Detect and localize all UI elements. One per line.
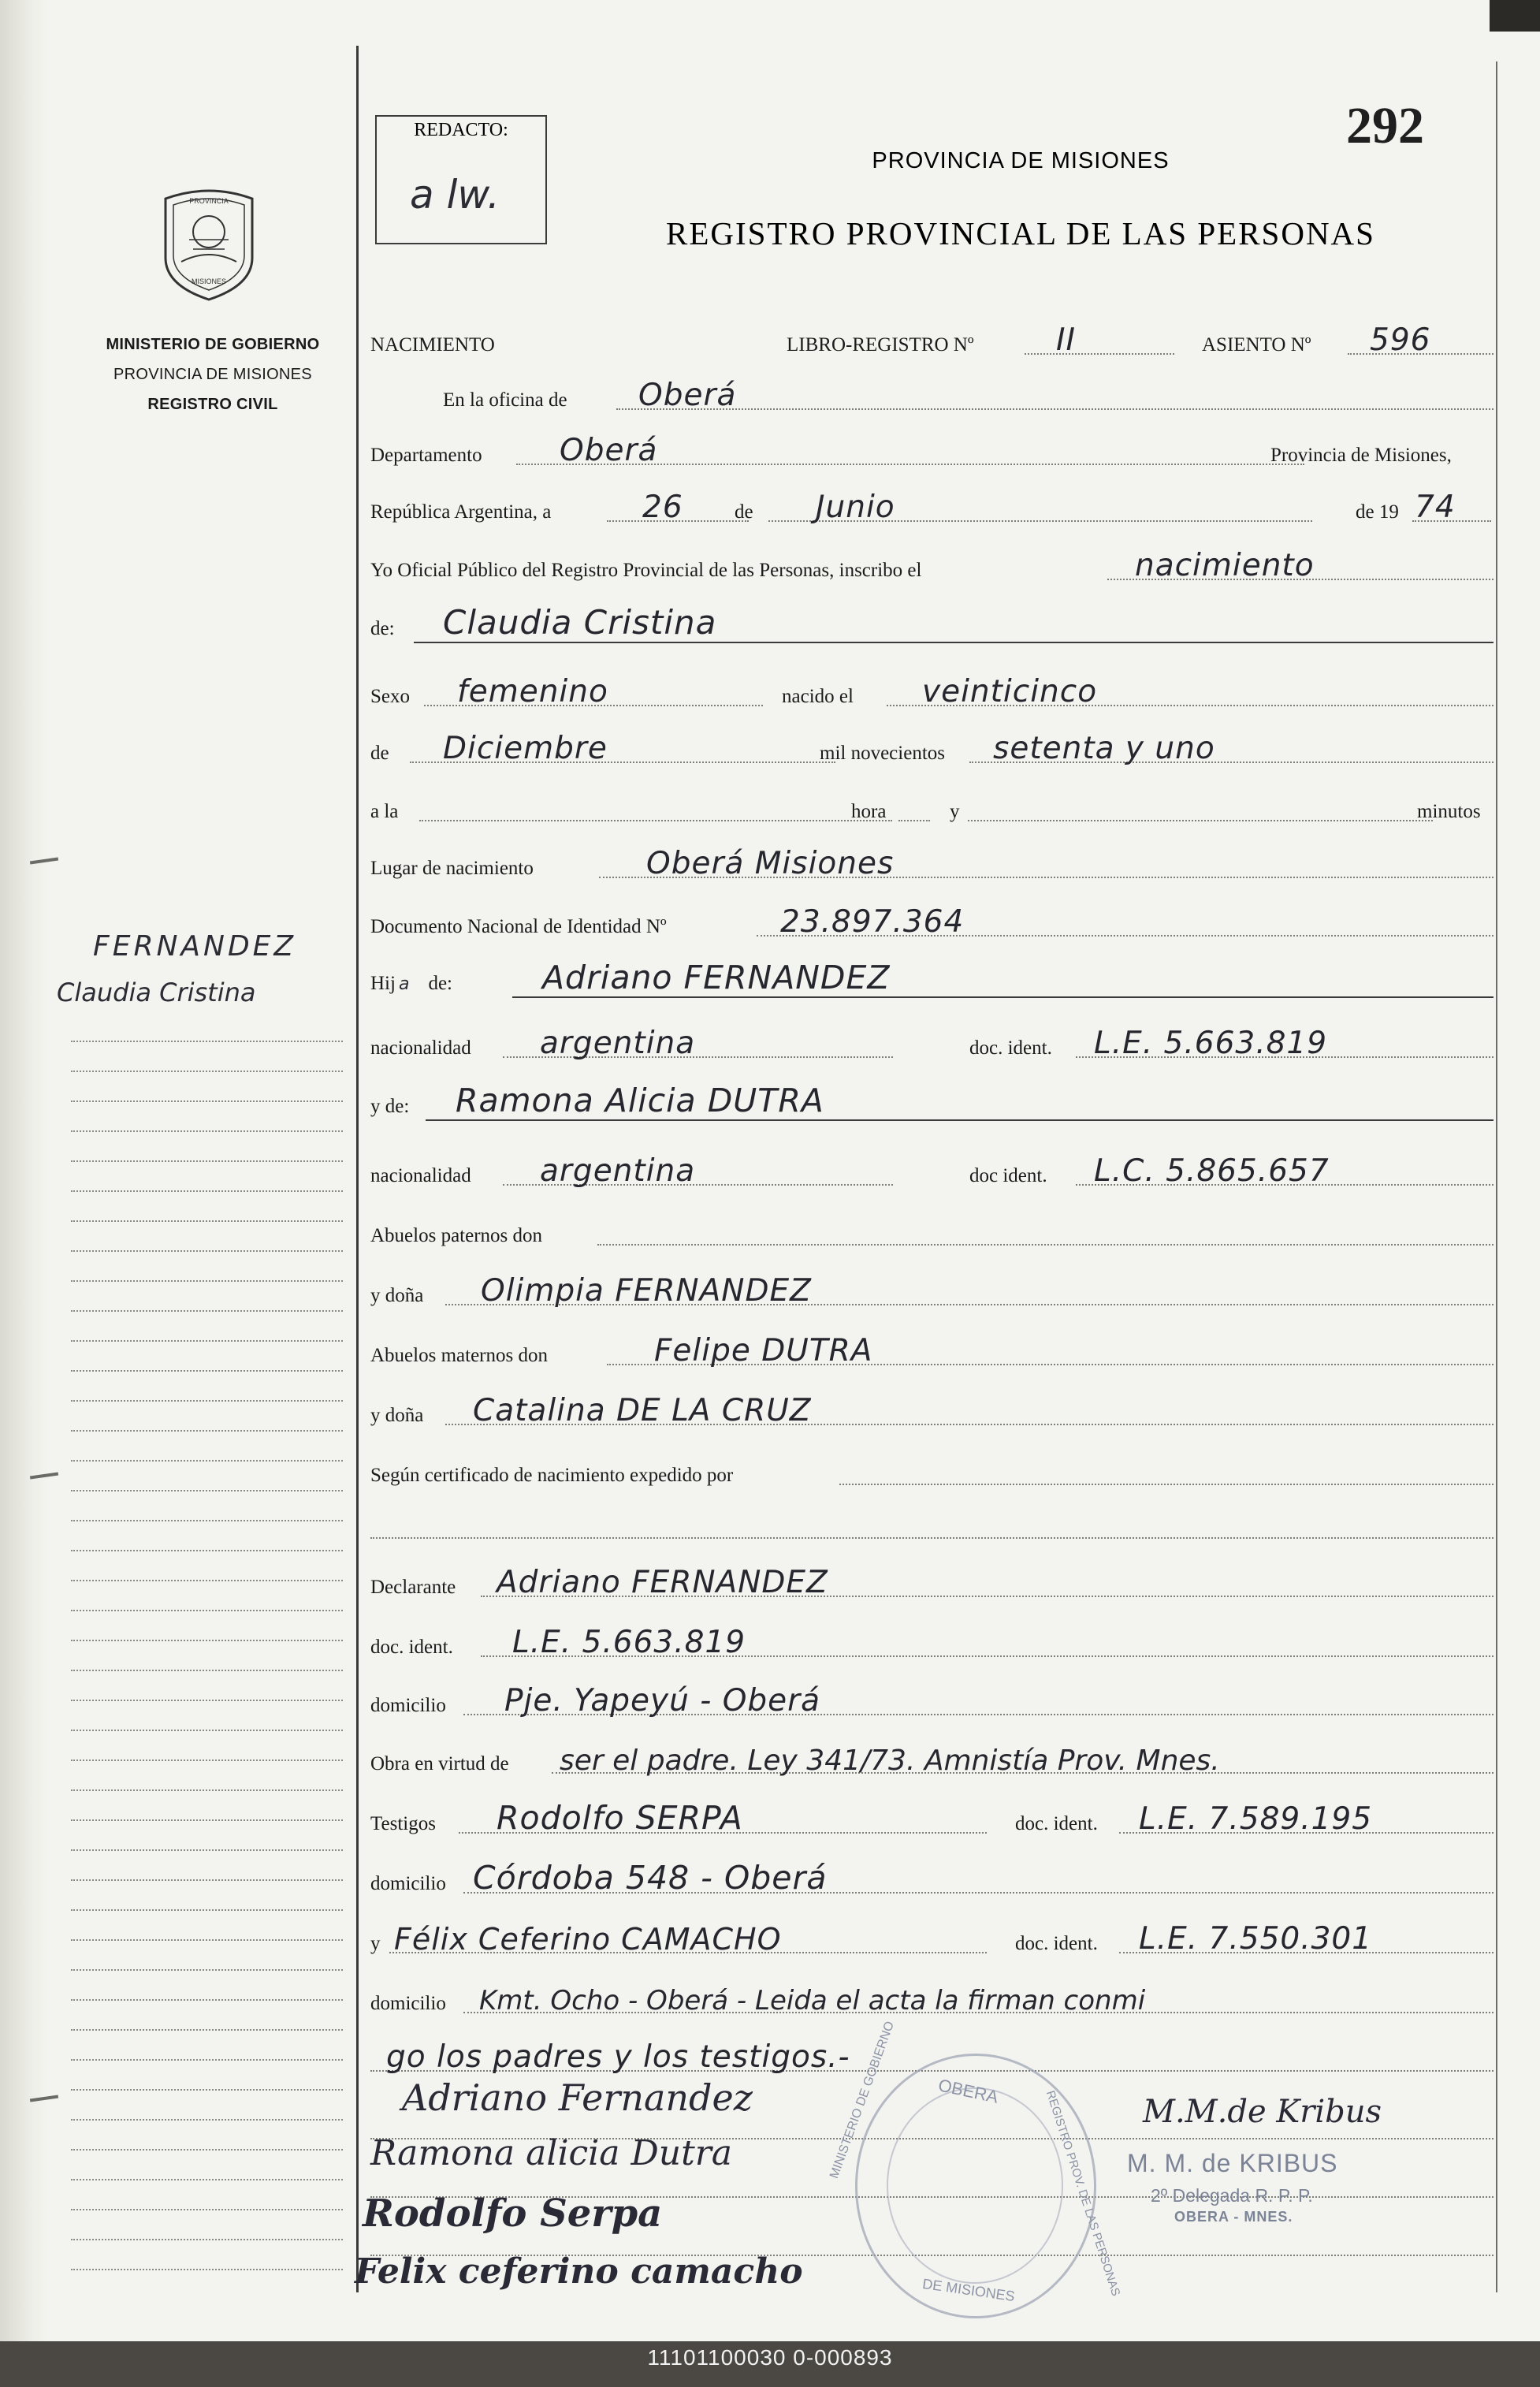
testigo2-value: Félix Ceferino CAMACHO (394, 1922, 782, 1957)
oficina-value: Oberá (638, 378, 737, 413)
birth-month-value: Diciembre (443, 731, 608, 766)
doc3-label: doc. ident. (370, 1637, 453, 1658)
row-hora (370, 782, 1494, 829)
oficina-label: En la oficina de (443, 389, 567, 411)
margin-line (71, 1520, 343, 1521)
margin-line (71, 1250, 343, 1252)
row-dni (370, 897, 1494, 944)
row-fecha (370, 482, 1494, 530)
doc5-label: doc. ident. (1015, 1933, 1098, 1954)
doc4-label: doc. ident. (1015, 1813, 1098, 1834)
official-place: OBERA - MNES. (1174, 2209, 1293, 2225)
father-value: Adriano FERNANDEZ (542, 959, 891, 996)
dotted-line (370, 1537, 1494, 1539)
folio-number: 292 (1346, 97, 1424, 155)
sexo-value: femenino (457, 674, 608, 709)
row-declarante (370, 1558, 1494, 1605)
ydona2-label: y doña (370, 1405, 424, 1426)
y-label: y (950, 801, 960, 822)
margin-line (71, 1130, 343, 1132)
name-value: Claudia Cristina (443, 603, 717, 642)
margin-line (71, 2029, 343, 2031)
margin-line (71, 1819, 343, 1821)
sexo-label: Sexo (370, 686, 410, 707)
y2-label: y (370, 1933, 381, 1954)
margin-line (71, 1490, 343, 1491)
obra-value: ser el padre. Ley 341/73. Amnistía Prov. Mnes. (560, 1745, 1220, 1777)
ministry-block (71, 330, 355, 419)
doc2-value: L.C. 5.865.657 (1094, 1153, 1330, 1189)
stamp-text-2: MINISTERIO DE GOBIERNO (828, 2020, 898, 2180)
official-name: M. M. de KRIBUS (1127, 2149, 1338, 2177)
dotted-line (839, 1484, 1494, 1485)
margin-line (71, 1640, 343, 1641)
cert-label: Según certificado de nacimiento expedido por (370, 1465, 734, 1486)
margin-line (71, 1310, 343, 1312)
margin-line (71, 1041, 343, 1042)
row-lugar (370, 839, 1494, 886)
row-domicilio-testigo-2 (370, 1974, 1494, 2021)
row-oficina (370, 371, 1494, 418)
right-margin-rule (1496, 61, 1497, 2292)
margin-line (71, 1700, 343, 1701)
row-padre (370, 954, 1494, 1001)
signature-official: M.M.de Kribus (1143, 2094, 1382, 2130)
dom2-value: Córdoba 548 - Oberá (473, 1859, 828, 1897)
closing-value: go los padres y los testigos.- (386, 2039, 850, 2075)
signature-witness-1: Rodolfo Serpa (363, 2191, 663, 2236)
yde-label: y de: (370, 1096, 410, 1117)
margin-line (71, 1160, 343, 1162)
doc3-value: L.E. 5.663.819 (512, 1625, 746, 1660)
margin-line (71, 1909, 343, 1911)
row-certificado-cont (370, 1499, 1494, 1547)
hora-label: hora (851, 801, 887, 822)
redacto-label: REDACTO: (414, 120, 508, 140)
nac2-label: nacionalidad (370, 1165, 471, 1186)
official-title: 2º Delegada R. P. P. (1151, 2185, 1313, 2206)
margin-line (71, 2059, 343, 2061)
margin-line (71, 2149, 343, 2151)
doc2-label: doc ident. (969, 1165, 1047, 1186)
row-domicilio-testigo-1 (370, 1854, 1494, 1901)
registry-heading: REGISTRO PROVINCIAL DE LAS PERSONAS (666, 215, 1375, 251)
row-birth-date (370, 724, 1494, 771)
nacimiento-label: NACIMIENTO (370, 334, 495, 356)
year-value: 74 (1415, 490, 1456, 525)
row-testigo-1 (370, 1794, 1494, 1841)
row-abuela-materna (370, 1386, 1494, 1433)
dom1-label: domicilio (370, 1695, 446, 1716)
dni-label: Documento Nacional de Identidad Nº (370, 916, 667, 937)
margin-line (71, 1580, 343, 1581)
margin-line (71, 1550, 343, 1551)
row-abuela-paterna (370, 1266, 1494, 1313)
binding-edge (0, 0, 47, 2341)
hijo-label-a: Hij a de: (370, 973, 452, 994)
row-madre (370, 1077, 1494, 1124)
row-sexo (370, 667, 1494, 714)
ministry-line-3: REGISTRO CIVIL (147, 396, 278, 413)
margin-line (71, 1969, 343, 1971)
margin-line (71, 2119, 343, 2121)
stamp-text-4: DE MISIONES (921, 2275, 1016, 2305)
margin-line (71, 2209, 343, 2210)
margin-surname: FERNANDEZ (93, 930, 297, 963)
margin-line (71, 1879, 343, 1881)
dotted-line (968, 820, 1433, 821)
dom3-value: Kmt. Ocho - Oberá - Leida el acta la firman conmi (479, 1985, 1146, 2016)
abp-label: Abuelos paternos don (370, 1225, 543, 1246)
margin-line (71, 1849, 343, 1851)
margin-given-name: Claudia Cristina (57, 978, 256, 1007)
margin-line (71, 1340, 343, 1342)
margin-line (71, 1100, 343, 1102)
republica-label: República Argentina, a (370, 501, 552, 523)
lugar-label: Lugar de nacimiento (370, 858, 534, 879)
margin-line (71, 1071, 343, 1072)
margin-line (71, 1190, 343, 1192)
ministry-line-1: MINISTERIO DE GOBIERNO (106, 336, 320, 353)
doc4-value: L.E. 7.589.195 (1139, 1801, 1373, 1837)
asiento-value: 596 (1370, 322, 1431, 358)
seal-bottom-text: MISIONES (191, 277, 227, 285)
stamp-text-1: OBERA (936, 2075, 1000, 2107)
ydona2-value: Catalina DE LA CRUZ (473, 1393, 812, 1428)
minutos-label: minutos (1417, 801, 1481, 822)
libro-value: II (1056, 322, 1077, 358)
ydona1-label: y doña (370, 1285, 424, 1306)
month-value: Junio (816, 490, 895, 525)
abm-value: Felipe DUTRA (654, 1333, 873, 1369)
margin-line (71, 1670, 343, 1671)
signature-witness-2: Felix ceferino camacho (355, 2251, 803, 2292)
province-heading: PROVINCIA DE MISIONES (872, 148, 1170, 173)
margin-line (71, 1760, 343, 1761)
declarante-label: Declarante (370, 1577, 456, 1598)
margin-line (71, 1610, 343, 1611)
margin-line (71, 1730, 343, 1731)
solid-line (426, 1119, 1494, 1121)
margin-line (71, 1789, 343, 1791)
margin-line (71, 2239, 343, 2240)
row-obra (370, 1734, 1494, 1782)
doc1-label: doc. ident. (969, 1037, 1052, 1059)
nacido-label: nacido el (782, 686, 854, 707)
row-domicilio-declarante (370, 1676, 1494, 1723)
row-testigo-2 (370, 1914, 1494, 1961)
asiento-label: ASIENTO Nº (1202, 334, 1311, 356)
row-departamento (370, 426, 1494, 473)
signature-mother: Ramona alicia Dutra (370, 2133, 733, 2173)
margin-line (71, 1220, 343, 1222)
ministry-line-2: PROVINCIA DE MISIONES (113, 366, 312, 383)
libro-label: LIBRO-REGISTRO Nº (787, 334, 974, 356)
margin-line (71, 2269, 343, 2270)
provincia-label: Provincia de Misiones, (1270, 445, 1452, 466)
birth-year-value: setenta y uno (993, 731, 1215, 766)
dotted-line (616, 408, 1494, 410)
margin-line (71, 1939, 343, 1941)
testigos-label: Testigos (370, 1813, 436, 1834)
row-abuelos-maternos (370, 1326, 1494, 1373)
margin-line (71, 2179, 343, 2180)
departamento-label: Departamento (370, 445, 482, 466)
departamento-value: Oberá (560, 433, 658, 468)
row-certificado (370, 1446, 1494, 1493)
margin-line (71, 1460, 343, 1462)
row-registry-numbers (370, 315, 1494, 363)
margin-line (71, 1370, 343, 1372)
row-doc-declarante (370, 1618, 1494, 1665)
de-colon-label: de: (370, 618, 395, 639)
margin-line (71, 2089, 343, 2091)
solid-line (414, 642, 1494, 643)
solid-line (512, 996, 1494, 998)
signature-father: Adriano Fernandez (402, 2076, 753, 2119)
mother-value: Ramona Alicia DUTRA (456, 1082, 824, 1119)
inscribo-value: nacimiento (1135, 548, 1315, 583)
year-prefix: de 19 (1356, 501, 1399, 523)
row-nombre (370, 599, 1494, 646)
margin-line (71, 1999, 343, 2001)
lugar-value: Oberá Misiones (646, 846, 895, 881)
nacido-value: veinticinco (922, 674, 1098, 709)
official-stamp-inner (887, 2087, 1063, 2284)
province-seal-icon (158, 183, 260, 301)
dotted-line (898, 820, 930, 821)
oficial-label: Yo Oficial Público del Registro Provincial de las Personas, inscribo el (370, 560, 922, 581)
de-label: de (735, 501, 753, 523)
redacto-box (375, 115, 547, 244)
testigo1-value: Rodolfo SERPA (497, 1799, 743, 1837)
dotted-line (1025, 353, 1174, 355)
nac1-label: nacionalidad (370, 1037, 471, 1059)
dom1-value: Pje. Yapeyú - Oberá (504, 1683, 821, 1719)
margin-line (71, 1280, 343, 1282)
de2-label: de (370, 743, 389, 764)
dni-value: 23.897.364 (780, 904, 965, 940)
dom3-label: domicilio (370, 1993, 446, 2014)
ala-label: a la (370, 801, 399, 822)
abm-label: Abuelos maternos don (370, 1345, 548, 1366)
nac2-value: argentina (540, 1153, 696, 1189)
doc5-value: L.E. 7.550.301 (1139, 1921, 1373, 1957)
redacto-initials: a lw. (410, 172, 500, 218)
row-nacionalidad-madre (370, 1146, 1494, 1194)
dom2-label: domicilio (370, 1873, 446, 1894)
obra-label: Obra en virtud de (370, 1753, 509, 1774)
dotted-line (597, 1244, 1494, 1246)
row-nacionalidad-padre (370, 1018, 1494, 1066)
row-abuelos-paternos (370, 1206, 1494, 1253)
background-strip (1490, 0, 1540, 32)
margin-line (71, 1400, 343, 1402)
seal-top-text: PROVINCIA (189, 197, 229, 205)
document-id: 11101100030 0-000893 (647, 2345, 893, 2370)
margin-line (71, 1430, 343, 1432)
dotted-line (419, 820, 892, 821)
declarante-value: Adriano FERNANDEZ (497, 1565, 828, 1600)
stamp-text-3: REGISTRO PROV. DE LAS PERSONAS (1043, 2089, 1123, 2298)
ydona1-value: Olimpia FERNANDEZ (481, 1273, 812, 1309)
day-value: 26 (642, 490, 683, 525)
row-oficial (370, 541, 1494, 588)
doc1-value: L.E. 5.663.819 (1094, 1026, 1328, 1061)
nac1-value: argentina (540, 1026, 696, 1061)
column-divider (356, 46, 359, 2292)
mil-label: mil novecientos (820, 743, 945, 764)
